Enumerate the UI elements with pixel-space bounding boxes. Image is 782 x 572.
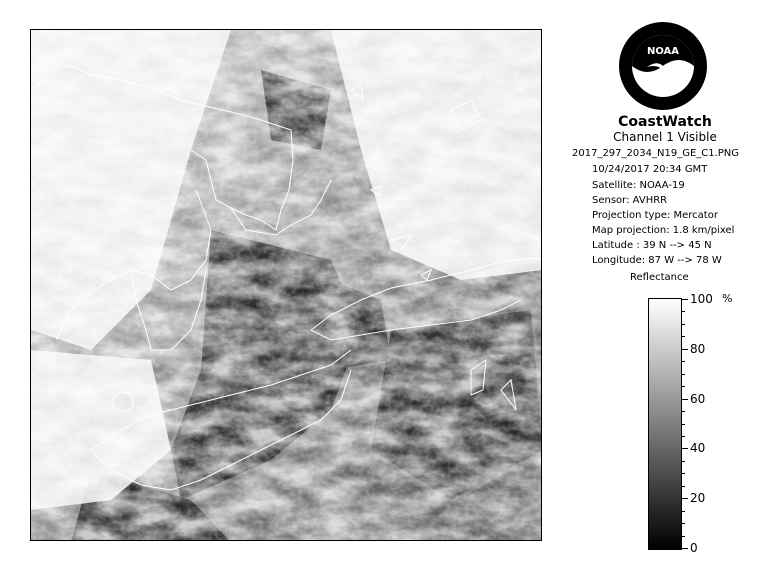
colorbar-minor-tick [682,523,685,524]
colorbar-minor-tick [682,473,685,474]
sensor-label: Sensor: AVHRR [592,195,668,206]
longitude-label: Longitude: 87 W --> 78 W [592,255,722,266]
colorbar-minor-tick [682,311,685,312]
colorbar-tick-label: 40 [690,441,706,455]
satellite-label: Satellite: NOAA-19 [592,180,685,191]
logo-noaa-text: NOAA [646,46,680,57]
colorbar-minor-tick [682,536,685,537]
colorbar-minor-tick [682,411,685,412]
colorbar-minor-tick [682,374,685,375]
filename-label: 2017_297_2034_N19_GE_C1.PNG [572,148,740,159]
satellite-map [30,29,542,541]
colorbar-tick-mark [682,349,688,350]
colorbar-tick-mark [682,448,688,449]
colorbar-minor-tick [682,336,685,337]
satellite-image [31,30,542,541]
channel-label: Channel 1 Visible [613,130,717,144]
colorbar-tick-mark [682,299,688,300]
projection-type-label: Projection type: Mercator [592,210,718,221]
colorbar-minor-tick [682,436,685,437]
legend-title: Reflectance [630,272,689,283]
colorbar-tick-label: 100 [690,292,713,306]
map-projection-label: Map projection: 1.8 km/pixel [592,225,735,236]
colorbar-tick-mark [682,399,688,400]
colorbar-minor-tick [682,511,685,512]
colorbar-tick-mark [682,548,688,549]
datetime-label: 10/24/2017 20:34 GMT [592,164,708,175]
brand-title: CoastWatch [618,114,712,130]
colorbar-tick-label: 60 [690,392,706,406]
colorbar-minor-tick [682,386,685,387]
colorbar-tick-label: 0 [690,541,698,555]
colorbar-tick-label: 80 [690,342,706,356]
latitude-label: Latitude : 39 N --> 45 N [592,240,712,251]
reflectance-colorbar [648,298,682,550]
legend-unit: % [722,292,733,305]
colorbar-minor-tick [682,486,685,487]
colorbar-minor-tick [682,324,685,325]
colorbar-minor-tick [682,424,685,425]
colorbar-minor-tick [682,461,685,462]
colorbar-tick-label: 20 [690,491,706,505]
noaa-logo [617,20,709,112]
colorbar-minor-tick [682,361,685,362]
colorbar-tick-mark [682,498,688,499]
